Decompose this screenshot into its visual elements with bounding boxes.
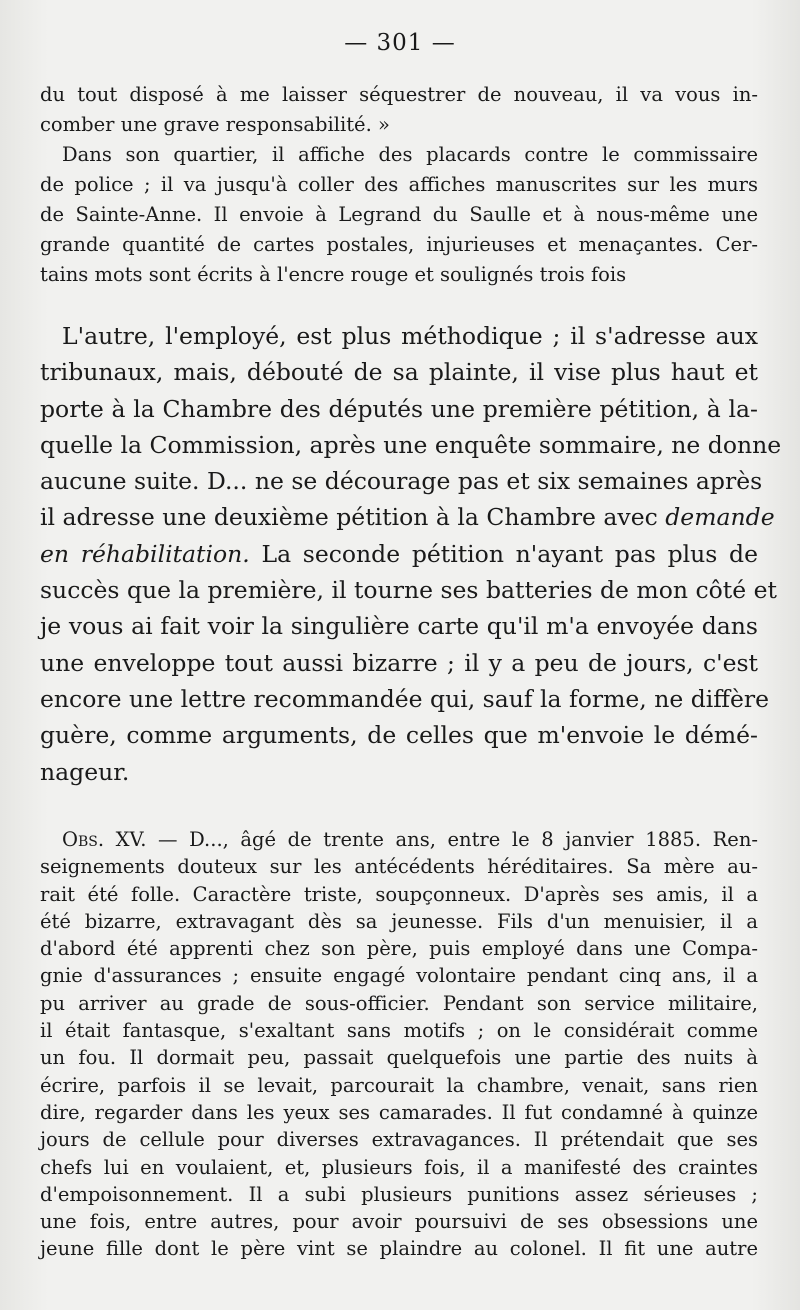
text-line: succès que la première, il tourne ses batteries de mon côté et (40, 576, 777, 605)
text-line: comber une grave responsabilité. » (40, 113, 390, 136)
observation-paragraph (40, 826, 758, 1263)
text-line: une enveloppe tout aussi bizarre ; il y a peu de jours, c'est (40, 648, 758, 677)
line-text: — D..., âgé de trente ans, entre le 8 janvier 1885. Ren- (146, 828, 758, 851)
text-line: encore une lettre recommandée qui, sauf la forme, ne diffère (40, 684, 770, 713)
text-line: il était fantasque, s'exaltant sans motifs ; on le considérait comme (40, 1019, 758, 1043)
text-line: de Sainte-Anne. Il envoie à Legrand du Saulle et à nous-même une (40, 203, 758, 226)
text-line: seignements douteux sur les antécédents héréditaires. Sa mère au- (40, 855, 758, 879)
italic-text: en réhabilitation. (40, 539, 250, 568)
text-line: Dans son quartier, il affiche des placards contre le commissaire (62, 143, 758, 166)
text-line: d'empoisonnement. Il a subi plusieurs punitions assez sérieuses ; (40, 1182, 758, 1206)
text-line: guère, comme arguments, de celles que m'envoie le démé- (40, 721, 758, 750)
text-line: tains mots sont écrits à l'encre rouge et soulignés trois fois (40, 263, 627, 286)
text-line: de police ; il va jusqu'à coller des affiches manuscrites sur les murs (40, 173, 758, 196)
text-line: tribunaux, mais, débouté de sa plainte, il vise plus haut et (40, 358, 758, 387)
text-line: dire, regarder dans les yeux ses camarades. Il fut condamné à quinze (40, 1100, 758, 1124)
main-paragraph (40, 318, 782, 790)
text-line: d'abord été apprenti chez son père, puis employé dans une Compa- (40, 937, 758, 961)
line-text: La seconde pétition n'ayant pas plus de (249, 539, 758, 568)
text-line: pu arriver au grade de sous-officier. Pendant son service militaire, (40, 991, 758, 1015)
quote-paragraph (40, 80, 758, 290)
text-line: aucune suite. D... ne se décourage pas et six semaines après (40, 467, 763, 496)
text-line (40, 499, 775, 535)
text-line: du tout disposé à me laisser séquestrer de nouveau, il va vous in- (40, 83, 758, 106)
text-line: porte à la Chambre des députés une première pétition, à la- (40, 394, 758, 423)
text-line: une fois, entre autres, pour avoir poursuivi de ses obsessions une (40, 1210, 758, 1234)
text-line: un fou. Il dormait peu, passait quelquefois une partie des nuits à (40, 1046, 758, 1070)
text-line: grande quantité de cartes postales, injurieuses et menaçantes. Cer- (40, 233, 758, 256)
text-line: je vous ai fait voir la singulière carte qu'il m'a envoyée dans (40, 612, 758, 641)
text-line: quelle la Commission, après une enquête sommaire, ne donne (40, 430, 782, 459)
page-number: — 301 — (344, 30, 456, 56)
observation-label: Obs. XV. (62, 828, 147, 851)
text-line: rait été folle. Caractère triste, soupçonneux. D'après ses amis, il a (40, 882, 758, 906)
text-line: jours de cellule pour diverses extravagances. Il prétendait que ses (40, 1128, 758, 1152)
text-line: L'autre, l'employé, est plus méthodique ; il s'adresse aux (62, 322, 758, 350)
text-line: gnie d'assurances ; ensuite engagé volontaire pendant cinq ans, il a (40, 964, 758, 988)
text-line: chefs lui en voulaient, et, plusieurs fois, il a manifesté des craintes (40, 1155, 758, 1179)
text-line (40, 536, 758, 572)
italic-text: demande (665, 503, 775, 532)
text-line: écrire, parfois il se levait, parcourait la chambre, venait, sans rien (40, 1073, 758, 1097)
text-line: jeune fille dont le père vint se plaindre au colonel. Il fit une autre (40, 1237, 758, 1261)
text-line: été bizarre, extravagant dès sa jeunesse. Fils d'un menuisier, il a (40, 909, 758, 933)
text-line: nageur. (40, 757, 130, 786)
line-text: il adresse une deuxième pétition à la Chambre avec (40, 503, 666, 532)
text-line (40, 826, 758, 853)
